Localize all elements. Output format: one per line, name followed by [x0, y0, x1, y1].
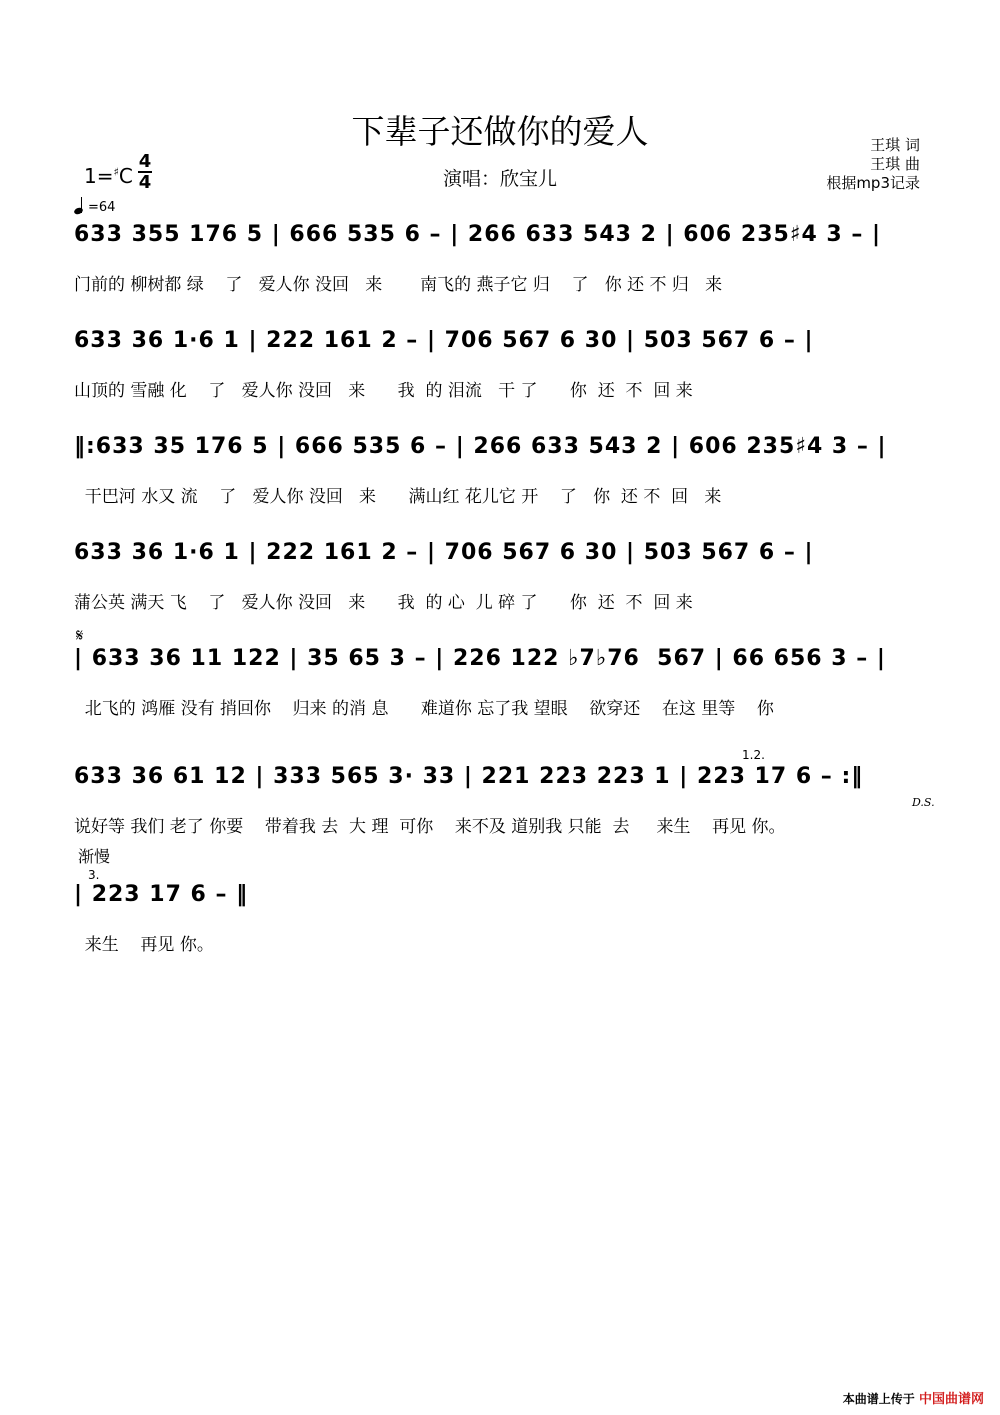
lyrics: 干巴河 水又 流 了 爱人你 没回 来 满山红 花儿它 开 了 你 还 不 回 来 [74, 487, 722, 507]
dal-segno: D.S. [912, 796, 935, 809]
staff-row-2 [74, 328, 926, 428]
staff-row-3 [74, 434, 926, 534]
notes: 633 36 1·6 1 | 222 161 2 – | 706 567 6 30 | 503 567 6 – | [74, 540, 814, 565]
staff-row-4 [74, 540, 926, 640]
staff-row-1 [74, 222, 926, 322]
staff-row-5 [74, 646, 926, 746]
quarter-note-icon [73, 207, 84, 216]
notes: 633 355 176 5 | 666 535 6 – | 266 633 543 2 | 606 235♯4 3 – | [74, 222, 882, 247]
first-second-ending: 1.2. [742, 748, 765, 762]
segno-icon: 𝄋 [76, 626, 84, 646]
lyrics: 山顶的 雪融 化 了 爱人你 没回 来 我 的 泪流 干 了 你 还 不 回 来 [74, 381, 693, 401]
notes: 633 36 61 12 | 333 565 3· 33 | 221 223 223 1 | 223 17 6 – :‖ [74, 764, 864, 789]
composer: 王琪 曲 [870, 155, 920, 173]
third-ending: 3. [88, 868, 100, 882]
lyrics: 说好等 我们 老了 你要 带着我 去 大 理 可你 来不及 道别我 只能 去 来生 再见 你。 [74, 817, 786, 837]
time-signature: 4 4 [138, 151, 152, 193]
lyrics: 门前的 柳树都 绿 了 爱人你 没回 来 南飞的 燕子它 归 了 你 还 不 归 来 [74, 275, 723, 295]
staff-row-6 [74, 748, 926, 864]
sharp-icon: ♯ [113, 165, 119, 179]
lyrics: 来生 再见 你。 [74, 935, 214, 955]
notes: ‖:633 35 176 5 | 666 535 6 – | 266 633 543 2 | 606 235♯4 3 – | [74, 434, 887, 459]
singer: 演唱：欣宝儿 [442, 168, 557, 190]
lyricist: 王琪 词 [870, 136, 920, 154]
tempo-marking: =64 [74, 197, 115, 215]
notes: | 633 36 11 122 | 35 65 3 – | 226 122 ♭7♭76 567 | 66 656 3 – | [74, 646, 886, 671]
tempo-change: 渐慢 [78, 847, 111, 866]
song-title: 下辈子还做你的爱人 [351, 112, 649, 151]
transcription-source: 根据mp3记录 [826, 174, 920, 192]
notes: | 223 17 6 – ‖ [74, 882, 249, 907]
staff-row-7 [74, 868, 926, 982]
key-signature: 1=♯C [84, 164, 133, 188]
lyrics: 北飞的 鸿雁 没有 捎回你 归来 的消 息 难道你 忘了我 望眼 欲穿还 在这 里等 你 [74, 699, 774, 719]
notes: 633 36 1·6 1 | 222 161 2 – | 706 567 6 30 | 503 567 6 – | [74, 328, 814, 353]
site-logo[interactable]: 中国曲谱网 [918, 1392, 984, 1407]
lyrics: 蒲公英 满天 飞 了 爱人你 没回 来 我 的 心 儿 碎 了 你 还 不 回 来 [74, 593, 693, 613]
footer: 本曲谱上传于 中国曲谱网 [842, 1392, 984, 1407]
